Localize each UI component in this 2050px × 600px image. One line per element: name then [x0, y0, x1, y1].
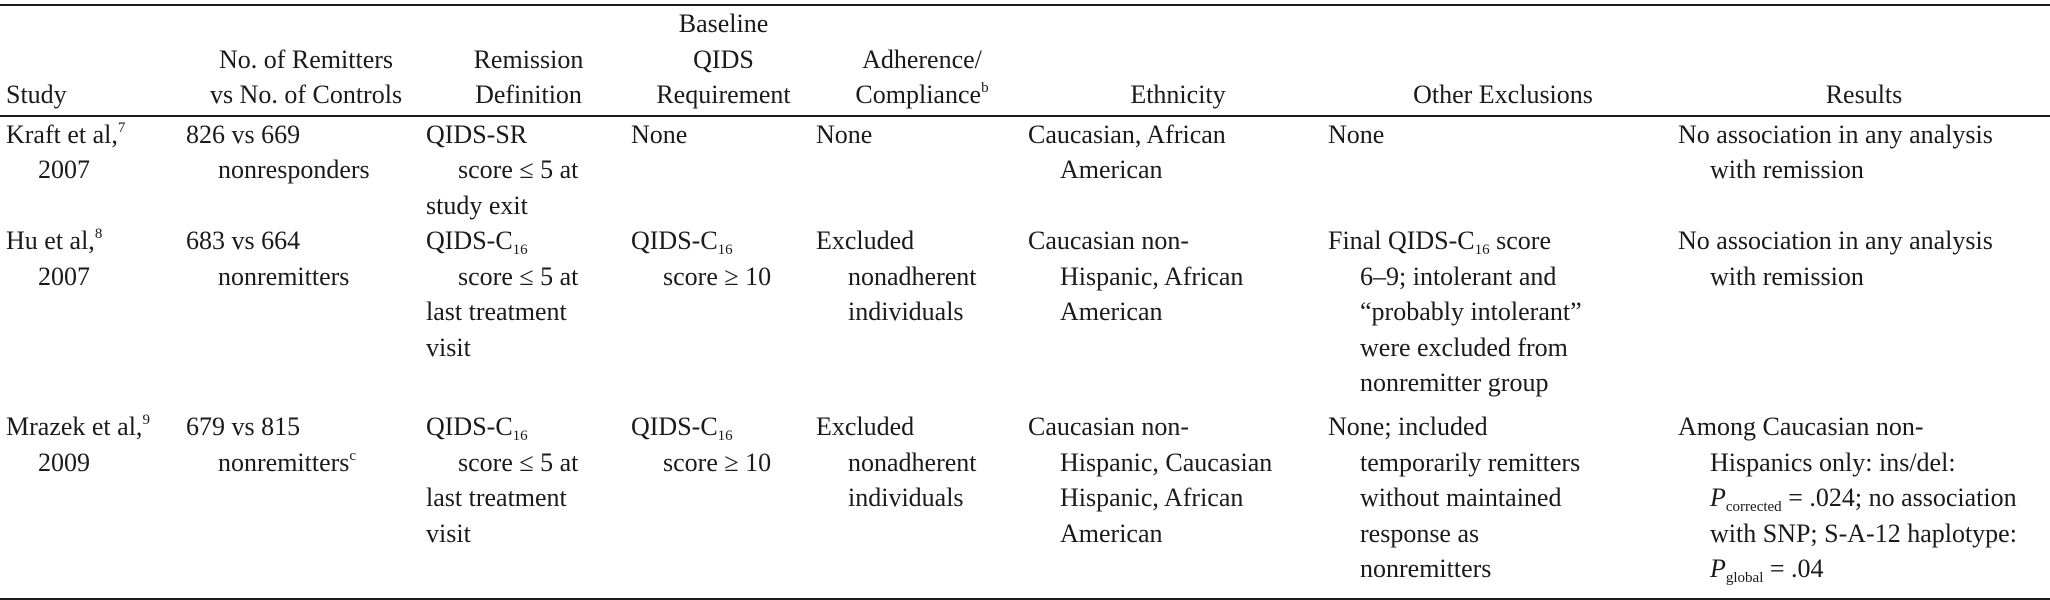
cell-results: No association in any analysis with remission	[1678, 226, 1993, 291]
table-row	[0, 409, 2050, 599]
table-row	[0, 116, 2050, 224]
cell-baseline: QIDS-$C_{16}$ score ≥ 10	[631, 412, 772, 477]
cell-remission: QIDS-$C_{16}$ score ≤ 5 at last treatment visit	[426, 226, 579, 362]
cell-study: Mrazek et al,$^9$ 2009	[6, 412, 150, 477]
header-results: Results	[1825, 80, 1903, 109]
cell-exclusions: None	[1328, 119, 1385, 149]
table-row	[0, 223, 2050, 409]
cell-remission: QIDS-SR score ≤ 5 at study exit	[426, 119, 579, 220]
header-baseline: Baseline QIDS Requirement	[656, 9, 791, 109]
cell-study: Kraft et al,$^7$ 2007	[6, 119, 126, 184]
header-exclusions: Other Exclusions	[1413, 80, 1593, 109]
header-study: Study	[6, 80, 67, 109]
cell-remitters: 826 vs 669 nonresponders	[186, 119, 370, 184]
table-header	[0, 5, 2050, 116]
cell-ethnicity: Caucasian, African American	[1028, 119, 1226, 184]
cell-adherence: None	[816, 119, 873, 149]
cell-adherence: Excluded nonadherent individuals	[816, 412, 977, 512]
cell-remission: QIDS-$C_{16}$ score ≤ 5 at last treatment visit	[426, 412, 579, 548]
footnote-marker: b	[981, 80, 989, 96]
header-remission: Remission Definition	[473, 44, 584, 109]
header-adherence: Adherence/ Compliance$^b$	[855, 44, 989, 109]
cell-baseline: QIDS-$C_{16}$ score ≥ 10	[631, 226, 772, 291]
cell-remitters: 679 vs 815 nonremitters$^c$	[186, 412, 357, 477]
header-ethnicity: Ethnicity	[1130, 80, 1226, 109]
cell-remitters: 683 vs 664 nonremitters	[186, 226, 350, 291]
header-remitters: No. of Remitters vs No. of Controls	[209, 44, 403, 109]
cell-exclusions: Final QIDS-$C_{16}$ score 6–9; intolerant and “probably intolerant” were excluded from nonremitter group	[1328, 226, 1582, 397]
study-comparison-table	[0, 4, 2050, 600]
cell-ethnicity: Caucasian non- Hispanic, African American	[1028, 226, 1244, 326]
cell-results: Among Caucasian non- Hispanics only: ins/del: $P_{corrected} = .024$; no association with SNP; S-A-12 haplotype: $P_{global} = .04$	[1678, 412, 2017, 586]
cell-study: Hu et al,$^8$ 2007	[6, 226, 103, 291]
table-body	[0, 116, 2050, 600]
cell-adherence: Excluded nonadherent individuals	[816, 226, 977, 326]
cell-ethnicity: Caucasian non- Hispanic, Caucasian Hispanic, African American	[1028, 412, 1273, 548]
header-row	[0, 5, 2050, 116]
cell-exclusions: None; included temporarily remitters without maintained response as nonremitters	[1328, 412, 1581, 583]
cell-results: No association in any analysis with remission	[1678, 119, 1993, 184]
cell-baseline: None	[631, 119, 688, 149]
